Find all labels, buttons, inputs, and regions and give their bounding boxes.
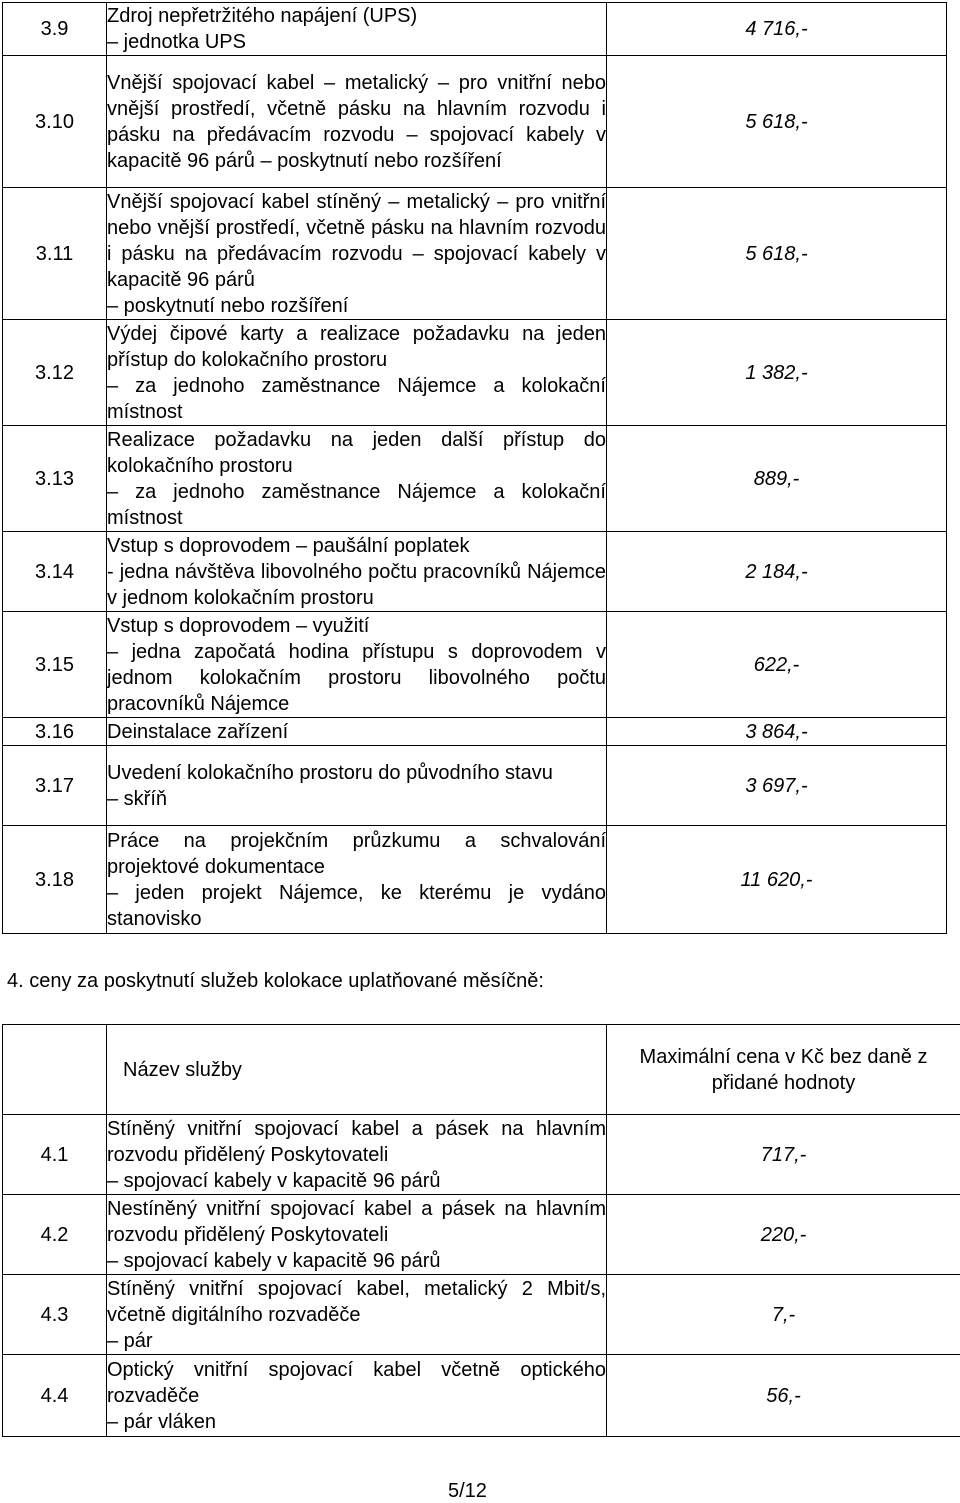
- price-cell: 5 618,-: [607, 188, 947, 320]
- description-line: – pár: [107, 1328, 606, 1354]
- price-cell: 56,-: [607, 1355, 960, 1437]
- description-line: – spojovací kabely v kapacitě 96 párů – poskytnutí nebo rozšíření: [107, 124, 606, 172]
- description-line: - jedna návštěva libovolného počtu pracovníků Nájemce v jednom kolokačním prostoru: [107, 559, 606, 611]
- description-line: Optický vnitřní spojovací kabel včetně optického rozvaděče: [107, 1357, 606, 1409]
- section-heading: 4. ceny za poskytnutí služeb kolokace uplatňované měsíčně:: [7, 970, 544, 993]
- description-line: – pár vláken: [107, 1409, 606, 1435]
- description-line: Deinstalace zařízení: [107, 719, 606, 745]
- table-row: [3, 826, 947, 934]
- description-line: Zdroj nepřetržitého napájení (UPS): [107, 3, 606, 29]
- price-cell: 4 716,-: [607, 3, 947, 56]
- table-row: [3, 1275, 960, 1355]
- service-description: [107, 746, 607, 826]
- item-number: 4.4: [3, 1355, 107, 1437]
- table-row: [3, 1195, 960, 1275]
- pricing-table-monthly: [2, 1024, 960, 1437]
- description-line: – spojovací kabely v kapacitě 96 párů: [107, 1168, 606, 1194]
- price-cell: 3 864,-: [607, 718, 947, 746]
- item-number: 3.12: [3, 320, 107, 426]
- header-price-label: Maximální cena v Kč bez daně z přidané hodnoty: [619, 1044, 949, 1096]
- item-number: 3.13: [3, 426, 107, 532]
- table-row: [3, 1115, 960, 1195]
- service-description: [107, 3, 607, 56]
- table-row: [3, 3, 947, 56]
- description-line: Vstup s doprovodem – paušální poplatek: [107, 533, 606, 559]
- table-row: [3, 56, 947, 188]
- table-row: [3, 188, 947, 320]
- price-cell: 717,-: [607, 1115, 960, 1195]
- table-row: [3, 320, 947, 426]
- description-line: – jedna započatá hodina přístupu s doprovodem v jednom kolokačním prostoru libovolného počtu pracovníků Nájemce: [107, 639, 606, 717]
- service-description: [107, 1275, 607, 1355]
- table-row: [3, 1355, 960, 1437]
- item-number: 3.11: [3, 188, 107, 320]
- item-number: 4.3: [3, 1275, 107, 1355]
- price-cell: 220,-: [607, 1195, 960, 1275]
- service-description: [107, 426, 607, 532]
- item-number: 3.17: [3, 746, 107, 826]
- item-number: 3.10: [3, 56, 107, 188]
- service-description: [107, 826, 607, 934]
- service-description: [107, 612, 607, 718]
- description-line: – za jednoho zaměstnance Nájemce a kolokační místnost: [107, 373, 606, 425]
- price-cell: 1 382,-: [607, 320, 947, 426]
- description-line: Vstup s doprovodem – využití: [107, 613, 606, 639]
- price-cell: 7,-: [607, 1275, 960, 1355]
- item-number: 3.14: [3, 532, 107, 612]
- price-cell: 889,-: [607, 426, 947, 532]
- description-line: – spojovací kabely v kapacitě 96 párů: [107, 1248, 606, 1274]
- service-description: [107, 188, 607, 320]
- service-description: [107, 718, 607, 746]
- description-line: Vnější spojovací kabel stíněný – metalický – pro vnitřní nebo vnější prostředí, včetně pásku na hlavním rozvodu i pásku na předávacím rozvodu – spojovací kabely v kapacitě 96 párů: [107, 191, 606, 291]
- header-number: [3, 1025, 107, 1115]
- description-line: Realizace požadavku na jeden další přístup do kolokačního prostoru: [107, 427, 606, 479]
- item-number: 4.2: [3, 1195, 107, 1275]
- price-cell: 622,-: [607, 612, 947, 718]
- service-description: [107, 1195, 607, 1275]
- service-description: [107, 320, 607, 426]
- table-row: [3, 746, 947, 826]
- description-line: – poskytnutí nebo rozšíření: [107, 293, 606, 319]
- table-row: [3, 612, 947, 718]
- table-row: [3, 532, 947, 612]
- description-line: – jeden projekt Nájemce, ke kterému je vydáno stanovisko: [107, 880, 606, 932]
- item-number: 3.9: [3, 3, 107, 56]
- item-number: 3.18: [3, 826, 107, 934]
- page-number: 5/12: [448, 1480, 487, 1503]
- description-line: Uvedení kolokačního prostoru do původního stavu: [107, 760, 606, 786]
- description-line: – jednotka UPS: [107, 29, 606, 55]
- description-line: Nestíněný vnitřní spojovací kabel a pásek na hlavním rozvodu přidělený Poskytovateli: [107, 1196, 606, 1248]
- table-row: [3, 426, 947, 532]
- price-cell: 5 618,-: [607, 56, 947, 188]
- header-service-name: Název služby: [107, 1025, 607, 1115]
- description-line: Vnější spojovací kabel – metalický – pro vnitřní nebo vnější prostředí, včetně pásku na hlavním rozvodu i pásku na předávacím rozvodu: [107, 72, 606, 146]
- service-description: [107, 1355, 607, 1437]
- table-header-row: [3, 1025, 960, 1115]
- pricing-table-one-time: [2, 2, 947, 934]
- price-cell: 2 184,-: [607, 532, 947, 612]
- item-number: 4.1: [3, 1115, 107, 1195]
- description-line: Výdej čipové karty a realizace požadavku na jeden přístup do kolokačního prostoru: [107, 321, 606, 373]
- header-price: [607, 1025, 960, 1115]
- service-description: [107, 1115, 607, 1195]
- item-number: 3.15: [3, 612, 107, 718]
- description-line: Stíněný vnitřní spojovací kabel, metalický 2 Mbit/s, včetně digitálního rozvaděče: [107, 1276, 606, 1328]
- service-description: [107, 532, 607, 612]
- description-line: Práce na projekčním průzkumu a schvalování projektové dokumentace: [107, 828, 606, 880]
- description-line: – skříň: [107, 786, 606, 812]
- description-line: – za jednoho zaměstnance Nájemce a kolokační místnost: [107, 479, 606, 531]
- service-description: [107, 56, 607, 188]
- price-cell: 3 697,-: [607, 746, 947, 826]
- table-row: [3, 718, 947, 746]
- item-number: 3.16: [3, 718, 107, 746]
- price-cell: 11 620,-: [607, 826, 947, 934]
- description-line: Stíněný vnitřní spojovací kabel a pásek na hlavním rozvodu přidělený Poskytovateli: [107, 1116, 606, 1168]
